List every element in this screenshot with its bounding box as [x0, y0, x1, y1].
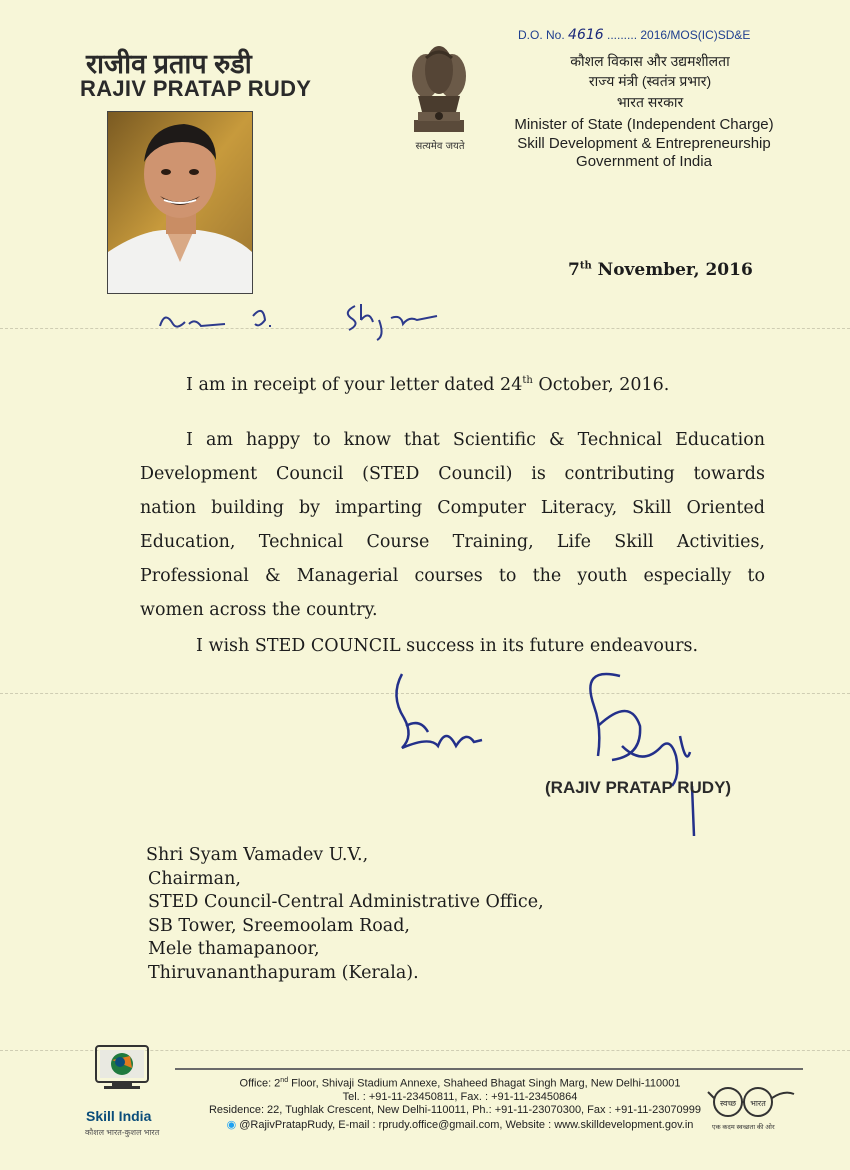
footer-rule [175, 1068, 803, 1070]
address-line: Thiruvananthapuram (Kerala). [148, 962, 419, 983]
address-line: Shri Syam Vamadev U.V., [146, 845, 369, 865]
footer-residence: Residence: 22, Tughlak Crescent, New Delhi-110011, Ph.: +91-11-23070300, Fax : +91-11-23070999 [208, 1104, 702, 1116]
skill-india-tagline: कौशल भारत-कुशल भारत [85, 1128, 160, 1137]
emblem-motto: सत्यमेव जयते [415, 141, 465, 152]
name-english: RAJIV PRATAP RUDY [80, 76, 312, 101]
handwritten-salutation [155, 296, 455, 354]
paragraph-receipt: I am in receipt of your letter dated 24th October, 2016. [186, 375, 670, 395]
do-handwritten-number: 4616 [568, 27, 604, 43]
ministry-english-line-3: Government of India [576, 153, 712, 170]
do-number: D.O. No. 4616 ......... 2016/MOS(IC)SD&E [518, 27, 751, 43]
handwritten-signature [380, 666, 700, 846]
national-emblem-icon [404, 36, 474, 136]
address-line: STED Council-Central Administrative Office, [148, 892, 544, 912]
paragraph-line-6: women across the country. [140, 600, 378, 620]
do-label: D.O. No. [518, 28, 565, 42]
paragraph-line-3: nation building by imparting Computer Literacy, Skill Oriented [140, 498, 765, 518]
svg-text:भारत: भारत [750, 1099, 766, 1108]
swachh-tagline: एक कदम स्वच्छता की ओर [712, 1124, 775, 1131]
paragraph-line-5: Professional & Managerial courses to the youth especially to [140, 566, 765, 586]
paragraph-wish: I wish STED COUNCIL success in its future endeavours. [196, 636, 699, 656]
name-hindi: राजीव प्रताप रुडी [86, 49, 252, 79]
letter-date: 7th November, 2016 [568, 260, 753, 280]
portrait-photo [107, 111, 253, 294]
skill-india-text: Skill India [86, 1108, 152, 1124]
ministry-hindi-line-3: भारत सरकार [616, 94, 684, 110]
ministry-english-line-2: Skill Development & Entrepreneurship [517, 135, 771, 152]
address-line: Mele thamapanoor, [148, 939, 320, 959]
footer-office: Office: 2nd Floor, Shivaji Stadium Annexe, Shaheed Bhagat Singh Marg, New Delhi-110001 [239, 1077, 681, 1090]
paragraph-line-1: I am happy to know that Scientific & Technical Education [186, 430, 765, 450]
twitter-icon: ◉ [226, 1119, 237, 1131]
paragraph-line-2: Development Council (STED Council) is contributing towards [140, 464, 765, 484]
ministry-english-line-1: Minister of State (Independent Charge) [514, 116, 774, 133]
signatory-name: (RAJIV PRATAP RUDY) [545, 778, 732, 797]
address-line: Chairman, [148, 868, 241, 889]
ministry-hindi-line-1: कौशल विकास और उद्यमशीलता [570, 53, 730, 69]
svg-text:स्वच्छ: स्वच्छ [719, 1099, 737, 1108]
address-line: SB Tower, Sreemoolam Road, [148, 915, 410, 936]
ministry-hindi-line-2: राज्य मंत्री (स्वतंत्र प्रभार) [588, 73, 712, 89]
recipient-address [146, 844, 544, 985]
footer-tel: Tel. : +91-11-23450811, Fax. : +91-11-23450864 [342, 1091, 578, 1103]
paragraph-line-4: Education, Technical Course Training, Life Skill Activities, [140, 532, 765, 552]
do-suffix: 2016/MOS(IC)SD&E [640, 28, 751, 42]
footer-contact: ◉ @RajivPratapRudy, E-mail : rprudy.office@gmail.com, Website : www.skilldevelopment.gov.in [226, 1119, 694, 1131]
